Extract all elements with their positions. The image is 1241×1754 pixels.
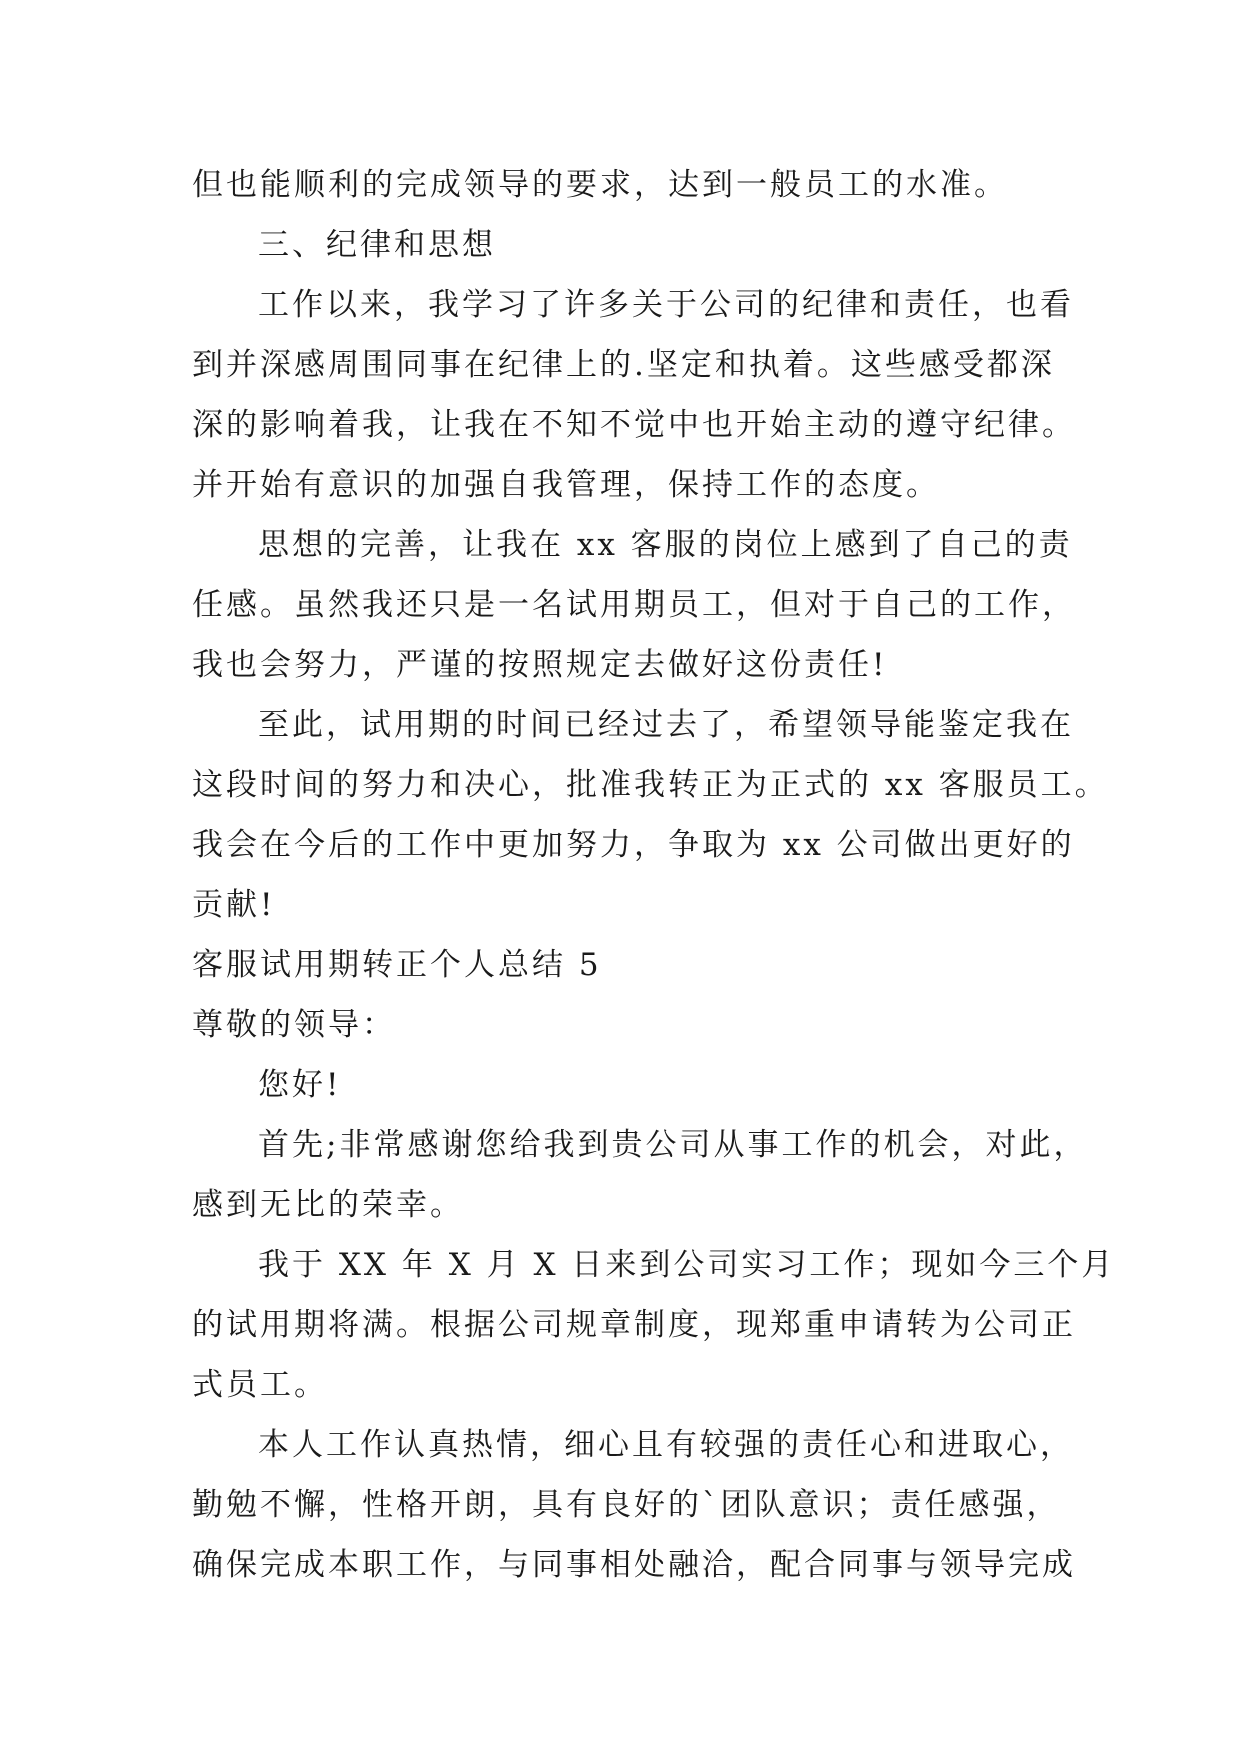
text-line: 我也会努力，严谨的按照规定去做好这份责任!	[192, 647, 888, 683]
text-line: 并开始有意识的加强自我管理，保持工作的态度。	[192, 467, 940, 503]
text-line: 深的影响着我，让我在不知不觉中也开始主动的遵守纪律。	[192, 407, 1076, 443]
section-heading: 三、纪律和思想	[258, 227, 496, 263]
text-line: 的试用期将满。根据公司规章制度，现郑重申请转为公司正	[192, 1307, 1076, 1343]
text-line: 感到无比的荣幸。	[192, 1187, 464, 1223]
text-line: 贡献!	[192, 887, 276, 923]
text-line: 工作以来，我学习了许多关于公司的纪律和责任，也看	[258, 287, 1074, 323]
text-line: 到并深感周围同事在纪律上的.坚定和执着。这些感受都深	[192, 347, 1055, 383]
text-line: 确保完成本职工作，与同事相处融洽，配合同事与领导完成	[192, 1547, 1076, 1583]
salutation: 尊敬的领导：	[192, 1007, 396, 1043]
text-line: 我于 XX 年 X 月 X 日来到公司实习工作；现如今三个月	[258, 1247, 1116, 1283]
text-line: 至此，试用期的时间已经过去了，希望领导能鉴定我在	[258, 707, 1074, 743]
greeting: 您好!	[258, 1067, 342, 1103]
text-line: 式员工。	[192, 1367, 328, 1403]
text-line: 但也能顺利的完成领导的要求，达到一般员工的水准。	[192, 167, 1008, 203]
text-line: 本人工作认真热情，细心且有较强的责任心和进取心，	[258, 1427, 1074, 1463]
document-title: 客服试用期转正个人总结 5	[192, 947, 602, 983]
text-line: 思想的完善，让我在 xx 客服的岗位上感到了自己的责	[258, 527, 1073, 563]
text-line: 这段时间的努力和决心，批准我转正为正式的 xx 客服员工。	[192, 767, 1109, 803]
text-line: 首先;非常感谢您给我到贵公司从事工作的机会，对此，	[258, 1127, 1088, 1163]
text-line: 任感。虽然我还只是一名试用期员工，但对于自己的工作，	[192, 587, 1076, 623]
text-line: 我会在今后的工作中更加努力，争取为 xx 公司做出更好的	[192, 827, 1075, 863]
text-line: 勤勉不懈，性格开朗，具有良好的`团队意识；责任感强，	[192, 1487, 1061, 1523]
